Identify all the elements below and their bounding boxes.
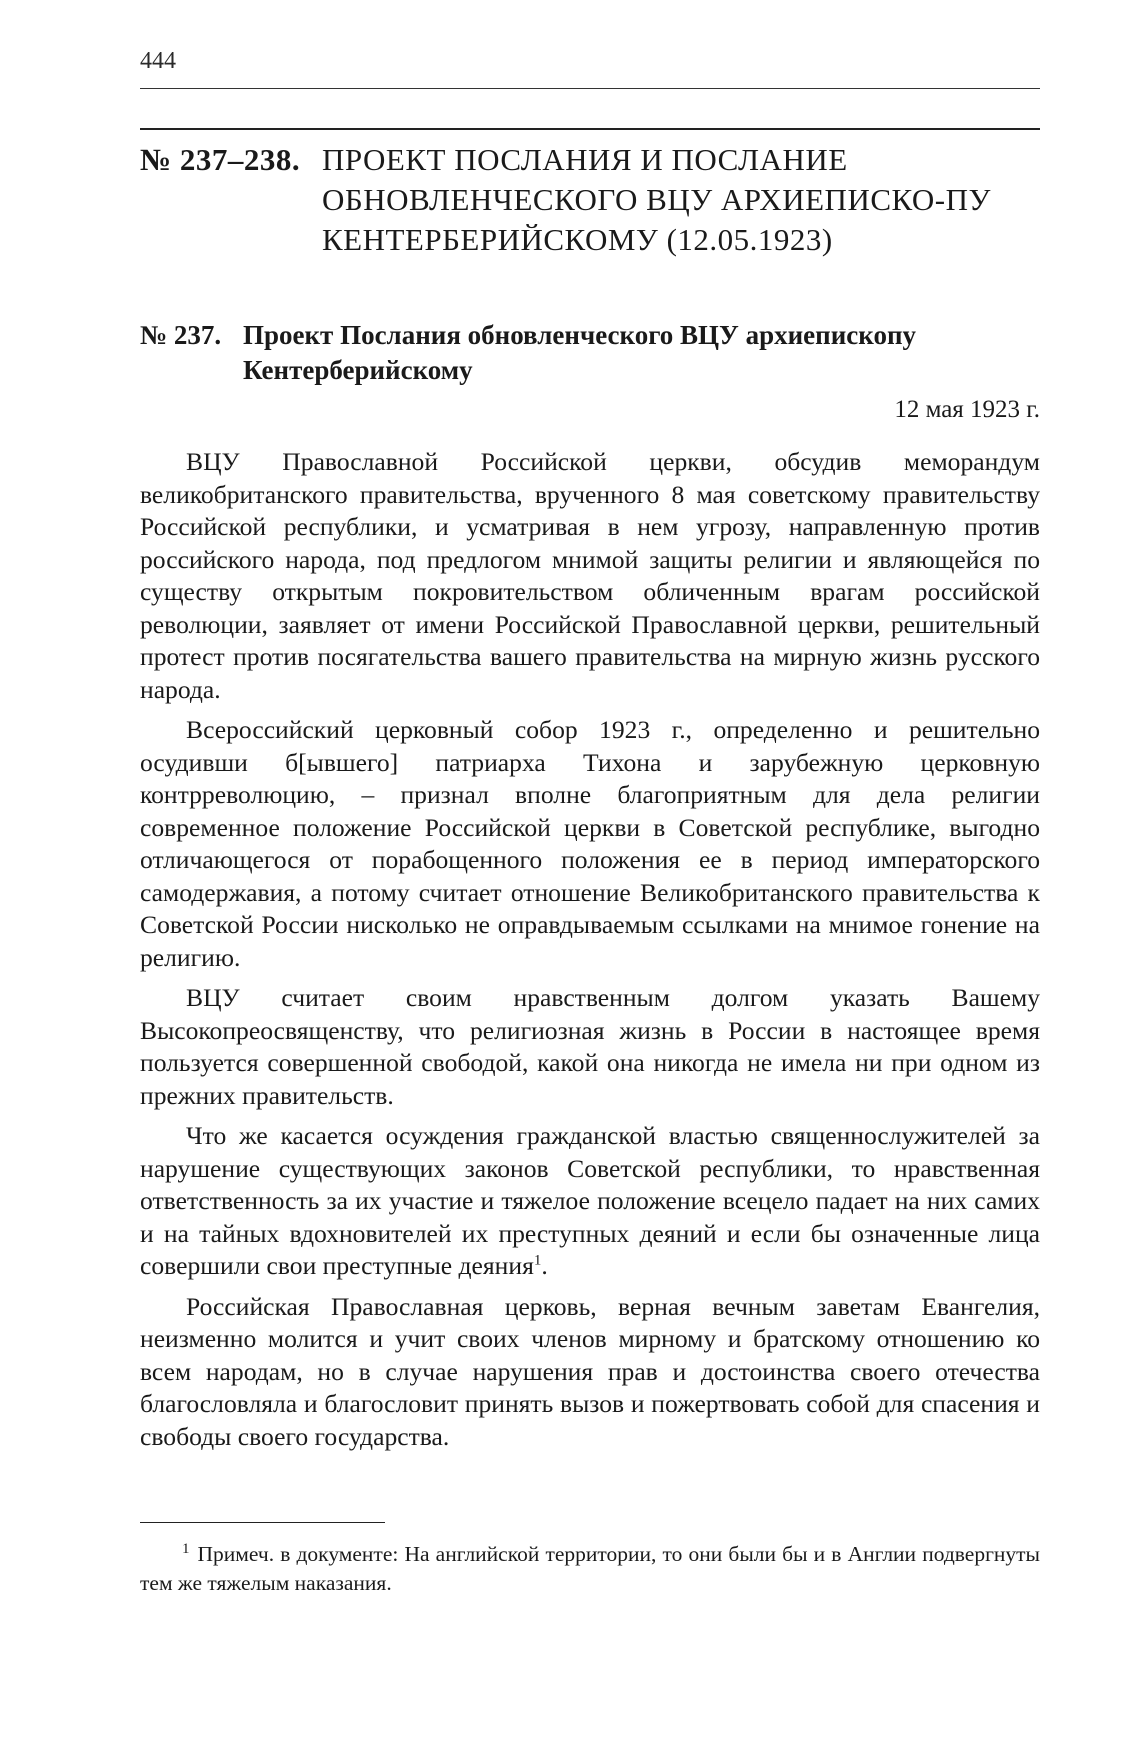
paragraph: ВЦУ считает своим нравственным долгом указать Вашему Высокопреосвященству, что религиозная жизнь в России в настоящее время пользуется совершенной свободой, какой она никогда не имела ни при одном из прежних правительств. (140, 983, 1040, 1110)
footnote-rule (140, 1522, 385, 1523)
section-number: № 237–238. (140, 142, 301, 177)
page-number: 444 (140, 48, 176, 74)
document-date: 12 мая 1923 г. (894, 396, 1040, 423)
document-number: № 237. (140, 320, 222, 350)
document-title: Проект Послания обновленческого ВЦУ архиепископу Кентерберийскому (243, 320, 917, 385)
footnote-text: Примеч. в документе: На английской территории, то они были бы и в Англии подвергнуты тем же тяжелым наказания. (140, 1542, 1040, 1595)
paragraph: ВЦУ Православной Российской церкви, обсудив меморандум великобританского правительства, врученного 8 мая советскому правительству Российской республики, и усматривая в нем угрозу, направленную против российского народа, под предлогом мнимой защиты религии и являющейся по существу открытым покровительством обличенным врагам российской революции, заявляет от имени Российской Православной церкви, решительный протест против посягательства вашего правительства на мирную жизнь русского народа. (140, 447, 1040, 704)
section-title: ПРОЕКТ ПОСЛАНИЯ И ПОСЛАНИЕ ОБНОВЛЕНЧЕСКОГО ВЦУ АРХИЕПИСКО-ПУ КЕНТЕРБЕРИЙСКОМУ (12.05.1923) (322, 142, 991, 257)
paragraph-text: Всероссийский церковный собор 1923 г., определенно и решительно осудивши б[ывшего] патриарха Тихона и зарубежную церковную контрреволюцию, – признал вполне благоприятным для дела религии современное положение Российской церкви в Советской республике, выгодно отличающегося от порабощенного положения ее в период императорского самодержавия, а потому считает отношение Великобританского правительства к Советской России нисколько не оправдываемым ссылками на мнимое гонение на религию. (140, 715, 1040, 972)
document-heading (140, 318, 1040, 388)
footnote-reference[interactable]: 1 (533, 1252, 542, 1269)
footnote (140, 1540, 1040, 1598)
paragraph (140, 714, 1040, 974)
book-page (140, 0, 1040, 1758)
paragraph-text: Что же касается осуждения гражданской властью священнослужителей за нарушение существующих законов Советской республики, то нравственная ответственность за их участие и тяжелое положение всецело падает на них самих и на тайных вдохновителей их преступных деяний и если бы означенные лица совершили свои преступные деяния (140, 1121, 1040, 1280)
section-heading (140, 140, 1040, 260)
header-rule (140, 88, 1040, 89)
document-body (140, 446, 1040, 1461)
footnote-mark: 1 (182, 1541, 190, 1557)
paragraph: Что же касается осуждения гражданской властью священнослужителей за нарушение существующих законов Советской республики, то нравственная ответственность за их участие и тяжелое положение всецело падает на них самих и на тайных вдохновителей их преступных деяний и если бы означенные лица совершили свои преступные деяния$^1$. (140, 1121, 1040, 1280)
paragraph: Российская Православная церковь, верная вечным заветам Евангелия, неизменно молится и учит своих членов мирному и братскому отношению ко всем народам, но в случае нарушения прав и достоинства своего отечества благословляла и благословит принять вызов и пожертвовать собой для спасения и свободы своего государства. (140, 1291, 1040, 1451)
section-rule (140, 128, 1040, 130)
